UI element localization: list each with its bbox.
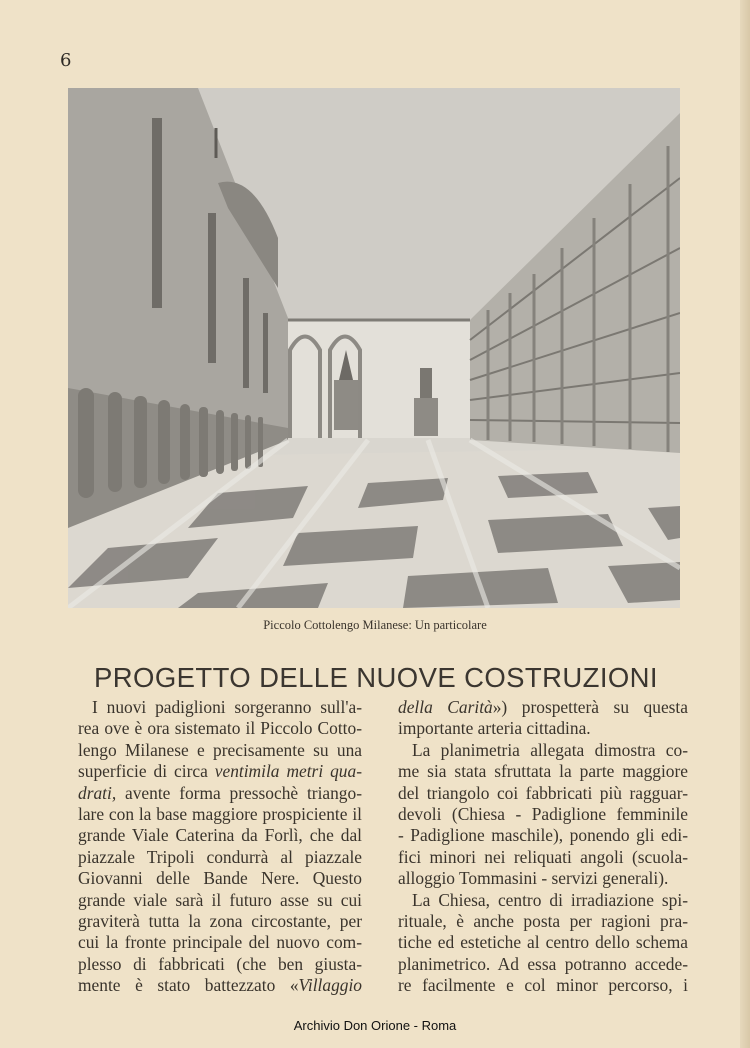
text-line: La planimetria allegata dimostra co-: [412, 739, 688, 760]
text-line: del triangolo coi fabbricati più ragguar-: [398, 782, 688, 803]
text-line: [78, 975, 362, 996]
text-line: lengo Milanese e precisamente su una: [78, 739, 362, 760]
text-line: grande viale sarà il futuro asse su cui: [78, 889, 362, 910]
text-line: importante arteria cittadina.: [398, 718, 591, 739]
text-line: devoli (Chiesa - Padiglione femminile: [398, 804, 688, 825]
figure-caption: Piccolo Cottolengo Milanese: Un particolare: [263, 618, 487, 632]
archive-footer: Archivio Don Orione - Roma: [293, 1018, 457, 1033]
emphasis-text: drati,: [78, 782, 117, 803]
text-line: fici minori nei reliquati angoli (scuola-: [398, 846, 688, 867]
text-run: ») prospetterà su questa: [492, 697, 688, 717]
text-line: Giovanni delle Bande Nere. Questo: [78, 868, 362, 889]
text-run: avente forma pressochè triango-: [116, 782, 362, 803]
page-number: 6: [60, 50, 72, 71]
text-column-right: [398, 697, 688, 997]
text-column-left: [78, 697, 362, 997]
text-line: La Chiesa, centro di irradiazione spi-: [412, 889, 688, 910]
illustration-courtyard: [68, 88, 680, 608]
text-line: [398, 697, 688, 718]
text-line: I nuovi padiglioni sorgeranno sull'a-: [92, 697, 362, 717]
text-line: re facilmente e col minor percorso, i: [398, 975, 688, 996]
section-title: PROGETTO DELLE NUOVE COSTRUZIONI: [94, 662, 658, 694]
text-line: grande Viale Caterina da Forlì, che dal: [78, 825, 362, 846]
text-line: planimetrico. Ad essa potranno accede-: [398, 953, 688, 974]
emphasis-text: della Carità: [398, 697, 493, 717]
text-line: plesso di fabbricati (che ben giusta-: [78, 953, 362, 974]
text-line: - Padiglione maschile), ponendo gli edi-: [398, 825, 688, 846]
text-line: tiche ed estetiche al centro dello schema: [398, 932, 688, 953]
text-line: graviterà tutta la zona circostante, per: [78, 911, 362, 932]
text-line: lare con la base maggiore prospiciente il: [78, 804, 362, 825]
text-line: cui la fronte principale del nuovo com-: [78, 932, 362, 953]
text-line: [78, 761, 362, 782]
page-edge: [740, 0, 750, 1048]
text-run: superficie di circa: [78, 761, 215, 782]
emphasis-text: Villaggio: [298, 975, 362, 996]
text-line: me sia stata sfruttata la parte maggiore: [398, 761, 688, 782]
text-line: [78, 783, 362, 804]
text-line: rea ove è ora sistemato il Piccolo Cotto-: [78, 718, 362, 739]
text-run: mente è stato battezzato «: [78, 975, 299, 996]
text-line: alloggio Tommasini - servizi generali).: [398, 868, 669, 889]
emphasis-text: ventimila metri qua-: [214, 761, 362, 782]
text-line: piazzale Tripoli condurrà al piazzale: [78, 846, 362, 867]
text-line: rituale, è anche posta per ragioni pra-: [398, 911, 688, 932]
